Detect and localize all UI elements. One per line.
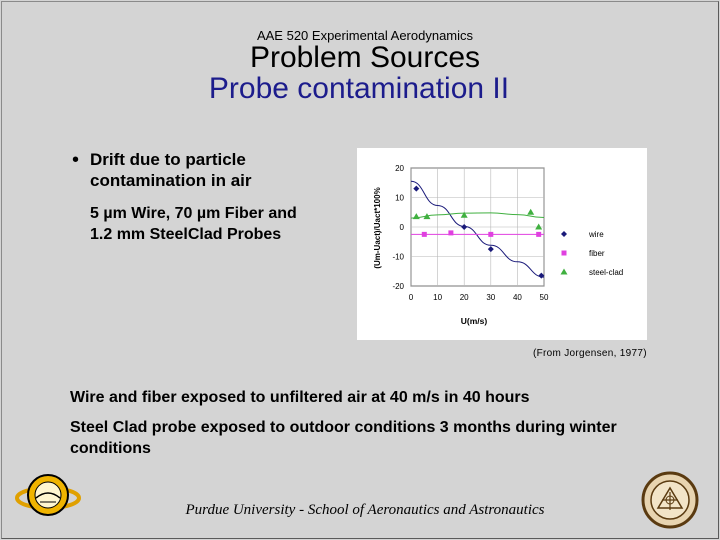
- y-tick-label: -10: [392, 252, 404, 262]
- course-header: AAE 520 Experimental Aerodynamics: [256, 28, 474, 43]
- legend-label-steel-clad: steel-clad: [589, 268, 624, 277]
- bullet-icon: •: [72, 149, 80, 171]
- y-tick-label: 20: [395, 164, 404, 173]
- data-point-fiber: [422, 232, 427, 237]
- x-tick-label: 50: [539, 293, 549, 302]
- y-tick-label: 10: [395, 193, 404, 203]
- slide-subtitle: Probe contamination II: [208, 72, 510, 105]
- y-tick-label: 0: [399, 223, 404, 232]
- steel-clad-note: Steel Clad probe exposed to outdoor conditions 3 months during winter conditions: [70, 419, 617, 457]
- slide-title: Problem Sources: [249, 41, 481, 74]
- x-tick-label: 30: [486, 293, 496, 302]
- x-tick-label: 10: [433, 293, 443, 302]
- legend-marker-wire: [561, 231, 567, 237]
- source-citation: (From Jorgensen, 1977): [533, 348, 647, 359]
- chart-container: [357, 148, 647, 340]
- legend-marker-steel-clad: [561, 269, 568, 275]
- data-point-fiber: [536, 232, 541, 237]
- y-tick-label: -20: [392, 282, 404, 291]
- aero-seal-logo: [14, 468, 84, 531]
- x-axis-label: U(m/s): [460, 316, 488, 326]
- bullet-drift-text: Drift due to particle contamination in air: [90, 150, 252, 190]
- x-tick-label: 0: [408, 293, 414, 302]
- data-point-fiber: [448, 230, 453, 235]
- legend-marker-fiber: [562, 251, 567, 256]
- x-tick-label: 40: [512, 293, 522, 302]
- legend-label-fiber: fiber: [589, 249, 605, 258]
- probes-description: [90, 203, 350, 245]
- university-seal-logo: [640, 470, 700, 535]
- x-tick-label: 20: [459, 293, 469, 302]
- data-point-fiber: [488, 232, 493, 237]
- y-axis-label: (Um-Uact)/Uact*100%: [373, 187, 382, 269]
- probes-line-1: 5 µm Wire, 70 µm Fiber and: [90, 205, 297, 222]
- footer-text: Purdue University - School of Aeronautics and Astronautics: [185, 502, 545, 518]
- legend-label-wire: wire: [589, 230, 604, 239]
- drift-chart: [357, 148, 647, 340]
- wire-fiber-note: Wire and fiber exposed to unfiltered air at 40 m/s in 40 hours: [70, 389, 530, 406]
- probes-line-2: 1.2 mm SteelClad Probes: [90, 226, 282, 243]
